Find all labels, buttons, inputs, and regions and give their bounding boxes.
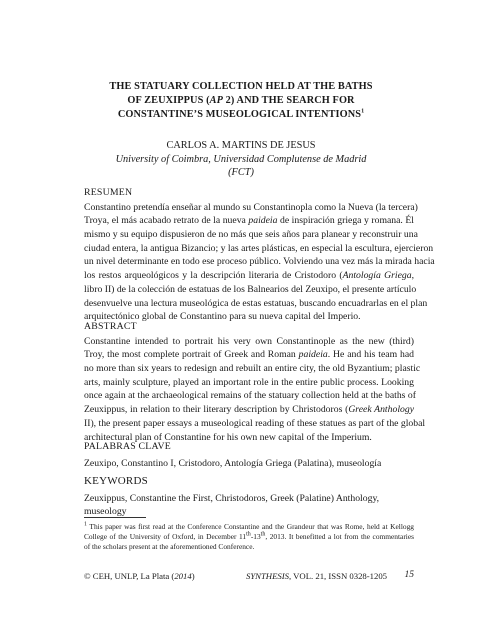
title-line-2: [60, 94, 422, 108]
footnote-line-1-text: This paper was first read at the Conference Constantine and the Grandeur that was Rome, held at Kellogg: [87, 522, 414, 531]
title-line-3: [60, 108, 422, 122]
footnote-ordinal-1: th: [246, 531, 251, 538]
palabras-clave-section: [84, 440, 414, 470]
text-line: Troya, el más acabado retrato de la nueva paideia de inspiración griega y romana. Él: [84, 215, 414, 227]
footnote-line-2-c: , 2013. It benefitted a lot from the commentaries: [265, 532, 414, 542]
keywords-section: [84, 475, 414, 519]
text-line: no more than six years to redesign and rebuilt an entire city, the old Byzantium; plastic: [84, 363, 421, 375]
footnote-line-2: [84, 532, 414, 542]
text-line: los restos arqueológicos y la descripción literaria de Cristodoro (Antología Griega,: [84, 270, 414, 282]
title-line-2-a: OF ZEUXIPPUS (: [127, 95, 210, 106]
journal-info: [246, 571, 387, 581]
footnote-ordinal-2: th: [260, 531, 266, 538]
text-line: arts, mainly sculpture, played an important role in the entire public process. Looking: [84, 376, 414, 388]
author-affiliation: University of Coimbra, Universidad Complutense de Madrid: [115, 153, 367, 165]
title-line-2-b: 2) AND THE SEARCH FOR: [223, 95, 355, 106]
text-line: un nivel determinante en todo ese proceso público. Volviendo una vez más la mirada hacia: [84, 256, 435, 268]
copyright-text: © CEH, UNLP, La Plata (: [84, 571, 175, 581]
copyright-close: ): [191, 571, 195, 581]
text-line: desenvuelve una lectura museológica de estas estatuas, buscando encuadrarlas en el plan: [84, 297, 428, 309]
abstract-section: [84, 320, 426, 444]
author-name: CARLOS A. MARTINS DE JESUS: [166, 140, 316, 151]
footnote-line-2-a: College of the University of Oxford, in December 11: [84, 532, 247, 542]
abstract-text: [84, 335, 426, 445]
title-ap-abbrev: AP: [209, 95, 223, 106]
footnote-marker: 1: [361, 108, 365, 115]
text-line: architectural plan of Constantine for his own new capital of the Imperium.: [84, 431, 372, 443]
author-affiliation-funder: (FCT): [228, 167, 254, 178]
resumen-text: [84, 201, 435, 324]
text-line: Constantine intended to portrait his very own Constantinople as the new (third): [84, 335, 414, 347]
keywords-heading: KEYWORDS: [84, 475, 148, 487]
abstract-heading: ABSTRACT: [84, 321, 137, 332]
text-line: once again at the archaeological remains of the statuary collection held at the baths of: [84, 390, 416, 402]
palabras-clave-heading: PALABRAS CLAVE: [84, 441, 171, 452]
footnote-line-3: of the scholars present at the aforementioned Conference.: [84, 542, 255, 552]
text-line: arquitectónico global de Constantino para su nueva capital del Imperio.: [84, 311, 361, 323]
footnote: [84, 522, 414, 553]
text-line: mismo y su equipo dispusieron de no más que seis años para planear y reconstruir una: [84, 229, 418, 241]
text-line: Constantino pretendía enseñar al mundo su Constantinopla como la Nueva (la tercera): [84, 201, 418, 213]
journal-volume-issn: , VOL. 21, ISSN 0328-1205: [288, 571, 388, 581]
journal-name: SYNTHESIS: [246, 571, 289, 581]
footnote-rule: [84, 517, 146, 518]
page-number: 15: [404, 570, 414, 580]
keywords-text: Zeuxippus, Constantine the First, Christodoros, Greek (Palatine) Anthology, museology: [84, 492, 380, 518]
footnote-number: 1: [84, 521, 87, 528]
footnote-line-2-b: -13: [250, 532, 261, 542]
footnote-line-1: [84, 522, 414, 532]
resumen-heading: RESUMEN: [84, 187, 133, 198]
text-line: Zeuxippus, in relation to their literary description by Christodoros (Greek Anthology: [84, 404, 414, 416]
article-title: [60, 80, 422, 122]
author-block: [60, 139, 422, 180]
text-line: II), the present paper essays a museological reading of these statues as part of the global: [84, 417, 426, 429]
title-line-1: THE STATUARY COLLECTION HELD AT THE BATHS: [109, 81, 373, 92]
text-line: Troy, the most complete portrait of Greek and Roman paideia. He and his team had: [84, 349, 414, 361]
title-line-3-text: CONSTANTINE’S MUSEOLOGICAL INTENTIONS: [117, 109, 362, 120]
copyright-year: 2014: [174, 571, 192, 581]
text-line: libro II) de la colección de estatuas de los Balnearios del Zeuxipo, el presente artículo: [84, 283, 417, 295]
copyright: [84, 571, 195, 581]
resumen-section: [84, 186, 435, 324]
palabras-clave-text: Zeuxipo, Constantino I, Cristodoro, Antología Griega (Palatina), museología: [84, 457, 382, 469]
text-line: ciudad entera, la antigua Bizancio; y las artes plásticas, en especial la escultura, ejercieron: [84, 242, 434, 254]
